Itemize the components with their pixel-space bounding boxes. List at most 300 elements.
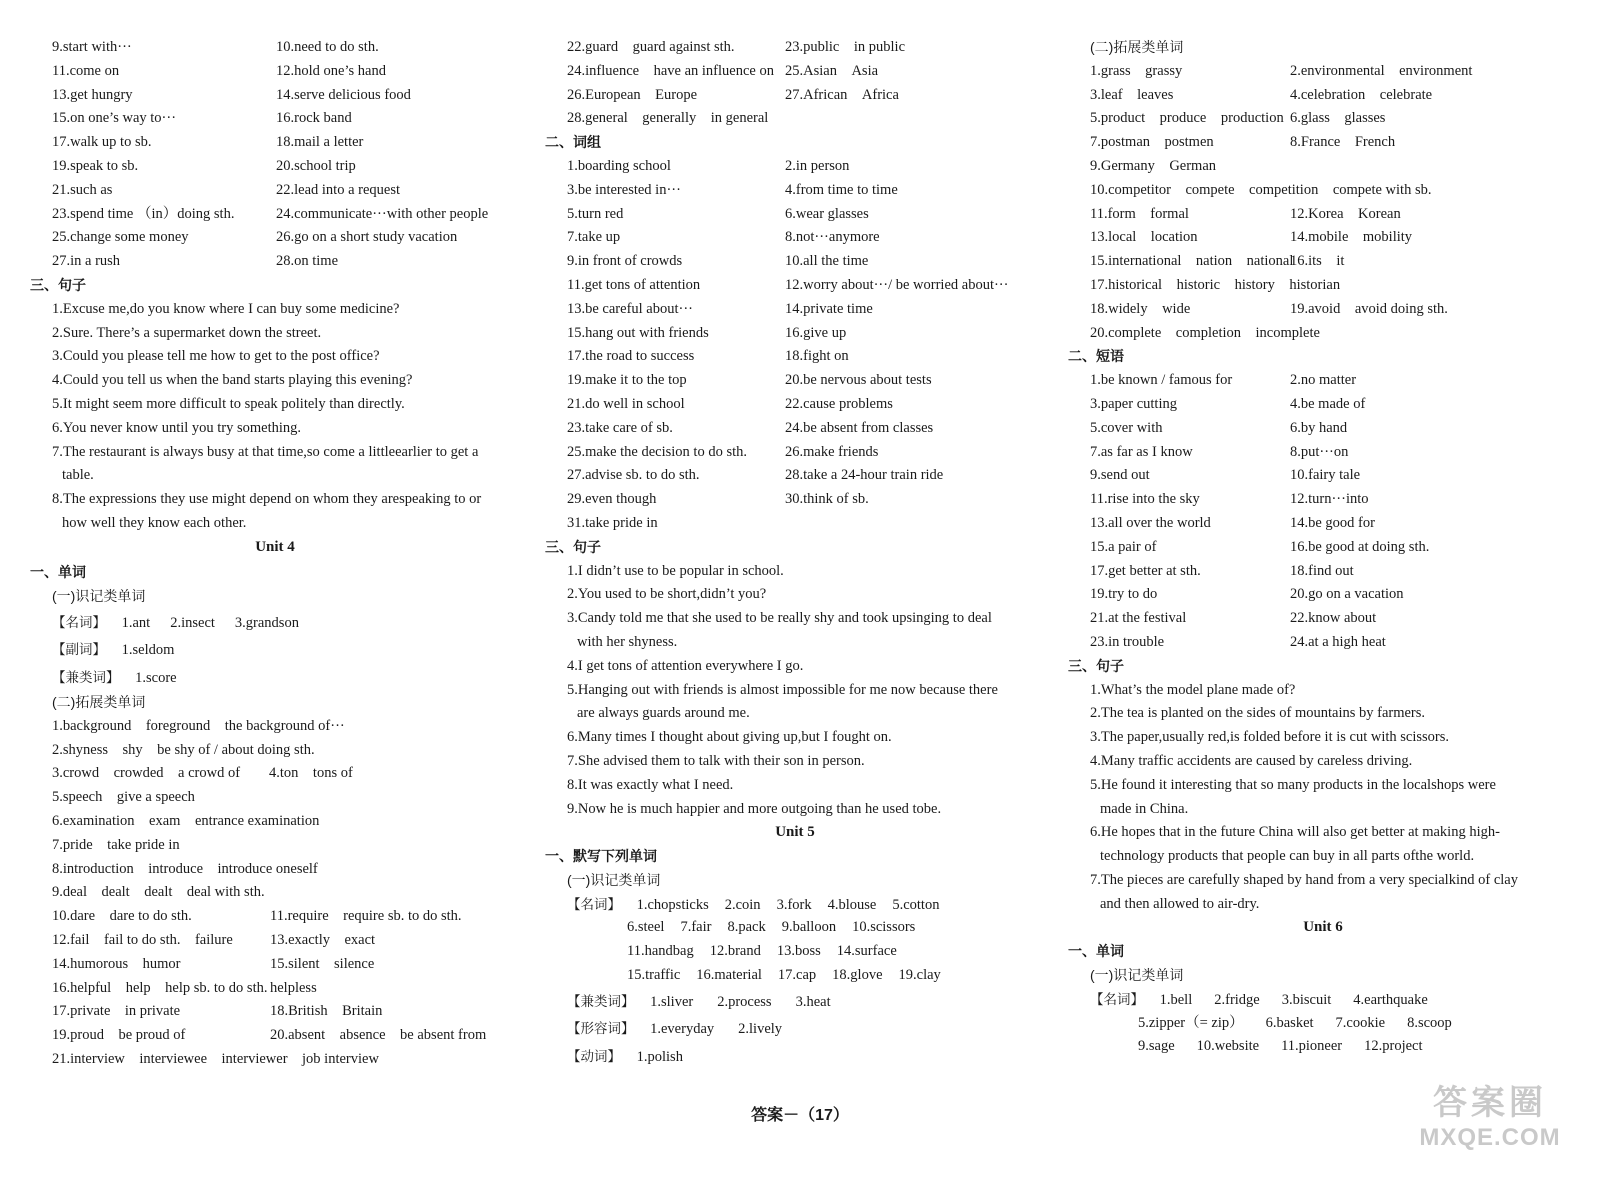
sentence-continuation: and then allowed to air-dry. — [1100, 895, 1260, 912]
sentence-continuation: technology products that people can buy in all parts ofthe world. — [1100, 848, 1475, 865]
item-left: 15.on one’s way to··· — [52, 110, 177, 127]
item-right: 14.serve delicious food — [276, 86, 411, 103]
item-row — [30, 905, 520, 929]
item-left: 25.make the decision to do sth. — [567, 443, 748, 460]
item-left: 7.as far as I know — [1090, 443, 1193, 460]
item-row — [545, 60, 1045, 84]
vocab-word: 12.project — [1364, 1038, 1423, 1055]
sentence: 9.Now he is much happier and more outgoing than he used tobe. — [567, 800, 942, 817]
item-row — [30, 929, 520, 953]
sentence: 6.You never know until you try something. — [52, 419, 302, 436]
item-right: 6.wear glasses — [785, 205, 869, 222]
pos-tag: 【形容词】 — [567, 1021, 635, 1037]
item-left: 13.get hungry — [52, 86, 133, 103]
item-left: 2.shyness shy be shy of / about doing sth. — [52, 741, 315, 758]
item-row — [30, 250, 520, 274]
vocab-word: 10.scissors — [852, 919, 916, 936]
item-row — [1068, 488, 1578, 512]
subsection-heading: (一)识记类单词 — [52, 588, 146, 605]
vocab-word: 10.website — [1196, 1038, 1260, 1055]
item-right: 19.avoid avoid doing sth. — [1290, 300, 1448, 317]
vocab-word: 6.basket — [1265, 1014, 1314, 1031]
item-left: 7.take up — [567, 229, 621, 246]
item-left: 3.paper cutting — [1090, 395, 1177, 412]
vocab-word: 5.zipper（= zip） — [1138, 1014, 1244, 1031]
item-right: 8.France French — [1290, 134, 1396, 151]
item-left: 9.send out — [1090, 467, 1150, 484]
item-left: 5.turn red — [567, 205, 624, 222]
item-left: 8.introduction introduce introduce oneself — [52, 860, 318, 877]
item-left: 13.local location — [1090, 229, 1198, 246]
pos-tag: 【动词】 — [567, 1048, 621, 1064]
sentence-continuation: how well they know each other. — [62, 514, 247, 531]
item-left: 19.try to do — [1090, 586, 1158, 603]
item-left: 3.crowd crowded a crowd of 4.ton tons of — [52, 765, 353, 782]
item-right: 12.hold one’s hand — [276, 62, 386, 79]
sentence: 7.The pieces are carefully shaped by hand from a very specialkind of clay — [1090, 871, 1518, 888]
item-left: 14.humorous humor — [52, 955, 181, 972]
item-left: 24.influence have an influence on — [567, 62, 774, 79]
item-right: 20.go on a vacation — [1290, 586, 1404, 603]
item-row — [545, 36, 1045, 60]
item-left: 21.such as — [52, 181, 113, 198]
item-row — [545, 274, 1045, 298]
vocab-word: 13.boss — [776, 943, 821, 960]
page-number: 答案－（17） — [751, 1107, 849, 1124]
item-right: 6.by hand — [1290, 419, 1348, 436]
column-2 — [545, 36, 1045, 1070]
item-row — [545, 226, 1045, 250]
sentence-continuation: table. — [62, 467, 94, 484]
item-left: 23.take care of sb. — [567, 419, 673, 436]
sentence: 1.What’s the model plane made of? — [1090, 681, 1296, 698]
pos-tag: 【副词】 — [52, 642, 106, 658]
item-row — [30, 203, 520, 227]
vocab-word: 5.cotton — [892, 896, 940, 913]
vocab-word: 17.cap — [777, 967, 817, 984]
item-left: 19.make it to the top — [567, 372, 687, 389]
item-left: 19.speak to sb. — [52, 157, 139, 174]
section-heading: 二、短语 — [1068, 348, 1124, 365]
noun-row — [545, 916, 1045, 940]
vocab-word: 1.chopsticks — [636, 896, 709, 913]
item-right: 14.mobile mobility — [1290, 229, 1413, 246]
item-left: 31.take pride in — [567, 514, 658, 531]
item-right: 2.no matter — [1290, 372, 1357, 389]
item-left: 9.Germany German — [1090, 157, 1217, 174]
item-left: 9.in front of crowds — [567, 253, 683, 270]
item-row — [30, 786, 520, 810]
item-right: 16.be good at doing sth. — [1290, 538, 1430, 555]
item-right: 12.turn···into — [1290, 491, 1369, 508]
item-row — [545, 441, 1045, 465]
vocab-word: 3.fork — [776, 896, 812, 913]
vocab-word: 15.traffic — [627, 967, 681, 984]
column-1 — [30, 36, 520, 1072]
item-row — [545, 107, 1045, 131]
vocab-word: 2.fridge — [1214, 991, 1260, 1008]
item-left: 17.historical historic history historian — [1090, 276, 1341, 293]
subsection-heading: (二)拓展类单词 — [1090, 39, 1184, 55]
noun-row — [545, 940, 1045, 964]
vocab-word: 2.coin — [724, 896, 761, 913]
sentence: 2.The tea is planted on the sides of mountains by farmers. — [1090, 705, 1426, 722]
item-row — [1068, 226, 1578, 250]
vocab-word: 8.scoop — [1407, 1014, 1452, 1031]
vocab-word: 1.sliver — [650, 993, 694, 1010]
item-left: 17.the road to success — [567, 348, 695, 365]
sentence-continuation: made in China. — [1100, 800, 1189, 817]
item-row — [1068, 417, 1578, 441]
item-right: 16.its it — [1290, 253, 1345, 270]
item-row — [545, 464, 1045, 488]
item-left: 28.general generally in general — [567, 110, 769, 127]
item-left: 10.dare dare to do sth. — [52, 908, 192, 925]
section-heading: 一、单词 — [30, 563, 86, 580]
item-left: 11.rise into the sky — [1090, 491, 1200, 508]
multi-class-row — [545, 988, 1045, 1016]
sentence: 5.Hanging out with friends is almost impossible for me now because there — [567, 681, 998, 698]
item-row — [545, 345, 1045, 369]
item-row — [545, 298, 1045, 322]
item-row — [1068, 607, 1578, 631]
noun-row — [1068, 1012, 1578, 1036]
item-left: 1.grass grassy — [1090, 62, 1183, 79]
item-left: 13.be careful about··· — [567, 300, 694, 317]
item-right: 28.take a 24-hour train ride — [785, 467, 944, 484]
item-row — [1068, 203, 1578, 227]
sentence: 1.I didn’t use to be popular in school. — [567, 562, 784, 579]
unit-title: Unit 4 — [255, 538, 295, 555]
item-right: 15.silent silence — [270, 955, 375, 972]
item-right: 18.fight on — [785, 348, 849, 365]
item-left: 22.guard guard against sth. — [567, 39, 735, 55]
item-right: 14.be good for — [1290, 514, 1375, 531]
vocab-word: 1.everyday — [650, 1021, 715, 1038]
adjective-row — [545, 1015, 1045, 1043]
item-row — [545, 179, 1045, 203]
item-left: 3.be interested in··· — [567, 181, 681, 198]
item-left: 21.at the festival — [1090, 610, 1187, 627]
item-right: 18.British Britain — [270, 1003, 383, 1020]
sentence: 2.Sure. There’s a supermarket down the street. — [52, 324, 322, 341]
vocab-word: 1.bell — [1159, 991, 1193, 1008]
vocab-word: 1.polish — [636, 1048, 683, 1065]
item-left: 7.postman postmen — [1090, 134, 1214, 151]
item-row — [30, 60, 520, 84]
section-heading: 三、句子 — [1068, 657, 1124, 674]
sentence: 4.Many traffic accidents are caused by careless driving. — [1090, 752, 1413, 769]
item-right: 16.give up — [785, 324, 847, 341]
item-left: 15.international nation national — [1090, 253, 1294, 270]
item-left: 29.even though — [567, 491, 657, 508]
sentence-continuation: are always guards around me. — [577, 705, 750, 722]
item-right: 12.worry about···/ be worried about··· — [785, 276, 1009, 293]
item-right: 26.go on a short study vacation — [276, 229, 458, 246]
vocab-word: 2.lively — [738, 1021, 783, 1038]
item-row — [1068, 583, 1578, 607]
sentence: 2.You used to be short,didn’t you? — [567, 586, 767, 603]
sentence: 4.I get tons of attention everywhere I go. — [567, 657, 804, 674]
item-row — [1068, 155, 1578, 179]
item-left: 1.be known / famous for — [1090, 372, 1233, 389]
unit-title: Unit 5 — [775, 824, 815, 841]
item-row — [545, 322, 1045, 346]
item-left: 5.speech give a speech — [52, 789, 195, 806]
vocab-word: 12.brand — [709, 943, 761, 960]
item-row — [1068, 369, 1578, 393]
item-right: 27.African Africa — [785, 86, 899, 103]
section-heading: 三、句子 — [545, 538, 601, 555]
item-left: 17.get better at sth. — [1090, 562, 1201, 579]
vocab-word: 14.surface — [836, 943, 897, 960]
sentence-continuation: with her shyness. — [577, 633, 678, 650]
item-left: 1.background foreground the background of··· — [52, 717, 345, 734]
item-row — [1068, 322, 1578, 346]
item-row — [30, 762, 520, 786]
item-right: 22.know about — [1290, 610, 1377, 627]
item-right: 26.make friends — [785, 443, 879, 460]
item-row — [30, 1000, 520, 1024]
item-right: 18.mail a letter — [276, 134, 364, 151]
item-row — [30, 226, 520, 250]
item-row — [545, 250, 1045, 274]
item-row — [1068, 274, 1578, 298]
sentence: 6.He hopes that in the future China will also get better at making high- — [1090, 824, 1500, 841]
noun-row — [30, 609, 520, 637]
item-left: 21.interview interviewee interviewer job interview — [52, 1050, 379, 1067]
item-left: 23.in trouble — [1090, 633, 1165, 650]
pos-tag: 【名词】 — [567, 896, 621, 912]
item-right: 23.public in public — [785, 39, 906, 55]
noun-row — [1068, 988, 1578, 1012]
item-row — [30, 1024, 520, 1048]
item-row — [30, 36, 520, 60]
pos-tag: 【名词】 — [1090, 991, 1144, 1007]
item-left: 9.start with··· — [52, 39, 132, 55]
watermark-logo — [1410, 1075, 1570, 1155]
sentence: 6.Many times I thought about giving up,but I fought on. — [567, 729, 892, 746]
sentence: 7.She advised them to talk with their son in person. — [567, 752, 865, 769]
item-left: 13.all over the world — [1090, 514, 1211, 531]
item-right: 10.all the time — [785, 253, 869, 270]
item-right: 12.Korea Korean — [1290, 205, 1401, 222]
item-row — [30, 715, 520, 739]
watermark-text: 答案圈 — [1433, 1084, 1547, 1122]
vocab-word: 4.blouse — [827, 896, 877, 913]
item-row — [30, 834, 520, 858]
item-right: 4.celebration celebrate — [1290, 86, 1433, 103]
item-left: 27.advise sb. to do sth. — [567, 467, 700, 484]
item-row — [1068, 60, 1578, 84]
vocab-word: 1.ant — [121, 614, 151, 631]
item-right: 13.exactly exact — [270, 932, 376, 948]
vocab-word: 19.clay — [898, 967, 941, 984]
sentence: 3.Candy told me that she used to be really shy and took upsinging to deal — [567, 610, 992, 627]
item-right: 24.at a high heat — [1290, 633, 1386, 650]
unit-title: Unit 6 — [1303, 919, 1343, 936]
item-row — [30, 881, 520, 905]
vocab-word: 9.balloon — [781, 919, 837, 936]
item-row — [30, 977, 520, 1001]
multi-class-row — [30, 664, 520, 692]
item-right: 6.glass glasses — [1290, 110, 1386, 127]
item-left: 15.hang out with friends — [567, 324, 709, 341]
item-row — [545, 203, 1045, 227]
item-row — [30, 858, 520, 882]
item-row — [1068, 464, 1578, 488]
vocab-word: 16.material — [696, 967, 762, 984]
item-row — [30, 953, 520, 977]
item-left: 19.proud be proud of — [52, 1027, 186, 1044]
item-row — [545, 369, 1045, 393]
vocab-word: 3.grandson — [234, 614, 299, 631]
subsection-heading: (一)识记类单词 — [1090, 967, 1184, 984]
item-right: helpless — [270, 979, 317, 996]
item-row — [1068, 536, 1578, 560]
item-right: 16.rock band — [276, 110, 352, 127]
section-heading: 一、单词 — [1068, 943, 1124, 960]
item-left: 21.do well in school — [567, 395, 685, 412]
noun-row — [545, 893, 1045, 917]
item-row — [545, 512, 1045, 536]
item-row — [545, 155, 1045, 179]
pos-tag: 【兼类词】 — [567, 993, 635, 1009]
noun-row — [1068, 1035, 1578, 1059]
vocab-word: 11.pioneer — [1281, 1038, 1343, 1055]
sentence: 4.Could you tell us when the band starts playing this evening? — [52, 372, 413, 389]
vocab-word: 18.glove — [832, 967, 883, 984]
item-right: 8.not···anymore — [785, 229, 880, 246]
sentence: 7.The restaurant is always busy at that time,so come a littleearlier to get a — [52, 443, 479, 460]
item-row — [1068, 298, 1578, 322]
item-left: 18.widely wide — [1090, 300, 1191, 317]
watermark-url: MXQE.COM — [1419, 1124, 1561, 1151]
item-row — [1068, 179, 1578, 203]
item-left: 20.complete completion incomplete — [1090, 324, 1320, 341]
vocab-word: 1.seldom — [121, 642, 175, 659]
item-row — [1068, 560, 1578, 584]
sentence: 5.It might seem more difficult to speak politely than directly. — [52, 395, 405, 412]
vocab-word: 4.earthquake — [1353, 991, 1428, 1008]
item-row — [1068, 250, 1578, 274]
item-right: 24.communicate···with other people — [276, 205, 489, 222]
item-left: 27.in a rush — [52, 253, 121, 270]
item-row — [1068, 393, 1578, 417]
item-left: 11.get tons of attention — [567, 276, 701, 293]
item-left: 5.cover with — [1090, 419, 1163, 436]
item-right: 2.environmental environment — [1290, 62, 1473, 79]
item-row — [545, 84, 1045, 108]
item-left: 15.a pair of — [1090, 538, 1157, 555]
item-row — [545, 417, 1045, 441]
item-row — [30, 1048, 520, 1072]
item-left: 5.product produce production — [1090, 110, 1284, 127]
sentence: 5.He found it interesting that so many products in the localshops were — [1090, 776, 1496, 793]
item-right: 22.lead into a request — [276, 181, 401, 198]
item-right: 10.need to do sth. — [276, 39, 379, 55]
item-row — [1068, 84, 1578, 108]
item-left: 26.European Europe — [567, 86, 698, 103]
item-right: 22.cause problems — [785, 395, 893, 412]
item-row — [1068, 512, 1578, 536]
item-left: 17.walk up to sb. — [52, 134, 152, 151]
item-row — [30, 179, 520, 203]
item-right: 18.find out — [1290, 562, 1354, 579]
item-left: 1.boarding school — [567, 157, 671, 174]
pos-tag: 【名词】 — [52, 614, 106, 630]
vocab-word: 1.score — [135, 669, 177, 686]
item-right: 20.school trip — [276, 157, 356, 174]
item-row — [1068, 631, 1578, 655]
section-heading: 二、词组 — [545, 134, 601, 151]
pos-tag: 【兼类词】 — [52, 669, 120, 685]
item-left: 23.spend time （in）doing sth. — [52, 205, 235, 222]
column-3 — [1068, 36, 1578, 1059]
subsection-heading: (一)识记类单词 — [567, 871, 661, 888]
item-right: 25.Asian Asia — [785, 62, 879, 79]
item-row — [545, 393, 1045, 417]
item-right: 4.from time to time — [785, 181, 898, 198]
vocab-word: 9.sage — [1138, 1038, 1175, 1055]
item-row — [1068, 441, 1578, 465]
item-right: 8.put···on — [1290, 443, 1349, 460]
item-left: 9.deal dealt dealt deal with sth. — [52, 884, 265, 901]
sentence: 8.The expressions they use might depend on whom they arespeaking to or — [52, 491, 482, 508]
item-row — [30, 107, 520, 131]
item-left: 10.competitor compete competition compete with sb. — [1090, 181, 1432, 198]
item-row — [30, 84, 520, 108]
item-left: 11.form formal — [1090, 205, 1189, 222]
item-right: 10.fairy tale — [1290, 467, 1361, 484]
verb-row — [545, 1043, 1045, 1071]
section-heading: 一、默写下列单词 — [545, 848, 657, 865]
vocab-word: 3.heat — [795, 993, 831, 1010]
item-right: 30.think of sb. — [785, 491, 869, 508]
item-right: 11.require require sb. to do sth. — [270, 908, 462, 925]
vocab-word: 6.steel — [627, 919, 665, 936]
vocab-word: 3.biscuit — [1281, 991, 1332, 1008]
vocab-word: 2.insect — [170, 614, 215, 631]
section-heading: 三、句子 — [30, 276, 86, 293]
item-right: 28.on time — [276, 253, 339, 270]
vocab-word: 8.pack — [727, 919, 766, 936]
item-left: 3.leaf leaves — [1090, 86, 1174, 103]
item-left: 11.come on — [52, 62, 120, 79]
item-row — [30, 131, 520, 155]
item-right: 14.private time — [785, 300, 873, 317]
item-left: 7.pride take pride in — [52, 836, 180, 853]
item-row — [30, 810, 520, 834]
sentence: 3.The paper,usually red,is folded before it is cut with scissors. — [1090, 729, 1450, 746]
item-right: 2.in person — [785, 157, 850, 174]
item-row — [545, 488, 1045, 512]
vocab-word: 2.process — [717, 993, 772, 1010]
item-right: 4.be made of — [1290, 395, 1366, 412]
subsection-heading: (二)拓展类单词 — [52, 694, 146, 711]
item-right: 24.be absent from classes — [785, 419, 934, 436]
item-left: 16.helpful help help sb. to do sth. — [52, 979, 268, 996]
sentence: 3.Could you please tell me how to get to the post office? — [52, 348, 380, 365]
item-row — [1068, 131, 1578, 155]
item-row — [30, 155, 520, 179]
vocab-word: 11.handbag — [627, 943, 694, 960]
adverb-row — [30, 636, 520, 664]
item-right: 20.absent absence be absent from — [270, 1027, 487, 1044]
item-left: 17.private in private — [52, 1003, 181, 1020]
vocab-word: 7.fair — [680, 919, 712, 936]
noun-row — [545, 964, 1045, 988]
